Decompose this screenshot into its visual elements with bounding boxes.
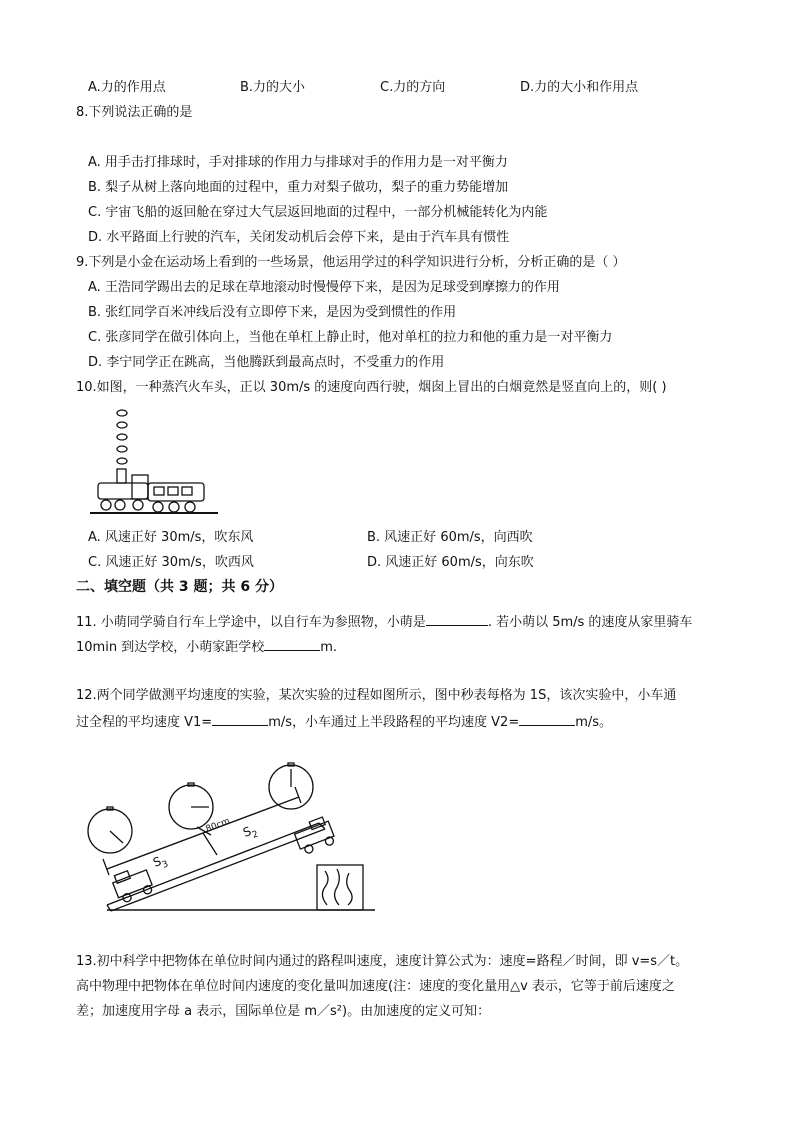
section-title: 二、填空题（共 3 题；共 6 分） <box>76 579 283 595</box>
q11-blank-1 <box>426 612 488 626</box>
q8-option-c: C. 宇宙飞船的返回舱在穿过大气层返回地面的过程中，一部分机械能转化为内能 <box>88 205 548 220</box>
q11-text-2b: m. <box>320 640 337 655</box>
q11-blank-2 <box>264 637 320 651</box>
svg-text:S3 <box>151 852 170 874</box>
q12-blank-v2 <box>519 712 575 726</box>
q9-option-a: A. 王浩同学踢出去的足球在草地滚动时慢慢停下来，是因为足球受到摩擦力的作用 <box>88 280 560 295</box>
q12-blank-v1 <box>212 712 268 726</box>
q12-line-1: 12.两个同学做测平均速度的实验，某次实验的过程如图所示，图中秒表每格为 1S，该次实验中，小车通 <box>76 688 677 703</box>
q12-text-2a: 过全程的平均速度 V1= <box>76 715 213 730</box>
q10-stem: 10.如图，一种蒸汽火车头，正以 30m/s 的速度向西行驶，烟囱上冒出的白烟竟然是竖直向上的，则( ) <box>76 380 667 395</box>
q11-line-2 <box>76 637 337 657</box>
q11-text-1a: 11. 小萌同学骑自行车上学途中，以自行车为参照物，小萌是 <box>76 615 426 630</box>
q7-option-b: B.力的大小 <box>240 80 306 95</box>
svg-text:S2 <box>241 822 260 844</box>
q10-option-d: D. 风速正好 60m/s，向东吹 <box>367 555 534 570</box>
s2-label: S <box>241 823 254 840</box>
q8-option-b: B. 梨子从树上落向地面的过程中，重力对梨子做功，梨子的重力势能增加 <box>88 180 509 195</box>
q12-line-2 <box>76 712 612 732</box>
s3-label: S <box>151 853 164 870</box>
q11-line-1 <box>76 612 692 632</box>
q11-text-2a: 10min 到达学校，小萌家距学校 <box>76 640 265 655</box>
q9-option-d: D. 李宁同学正在跳高，当他腾跃到最高点时，不受重力的作用 <box>88 355 445 370</box>
q13-line-2: 高中物理中把物体在单位时间内速度的变化量叫加速度(注：速度的变化量用△v 表示，它等于前后速度之 <box>76 979 675 994</box>
q7-option-c: C.力的方向 <box>380 80 446 95</box>
q9-option-c: C. 张彦同学在做引体向上，当他在单杠上静止时，他对单杠的拉力和他的重力是一对平衡力 <box>88 330 613 345</box>
q7-option-a: A.力的作用点 <box>88 80 166 95</box>
q11-text-1b: . 若小萌以 5m/s 的速度从家里骑车 <box>487 615 693 630</box>
s3-subscript: 3 <box>161 859 170 871</box>
q13-line-3: 差；加速度用字母 a 表示，国际单位是 m／s²)。由加速度的定义可知： <box>76 1004 491 1019</box>
q12-text-2b: m/s，小车通过上半段路程的平均速度 V2= <box>268 715 520 730</box>
q12-text-2c: m/s。 <box>575 715 613 730</box>
q10-option-a: A. 风速正好 30m/s，吹东风 <box>88 530 254 545</box>
s2-subscript: 2 <box>251 829 260 841</box>
q9-stem: 9.下列是小金在运动场上看到的一些场景，他运用学过的科学知识进行分析，分析正确的是（ ） <box>76 255 626 270</box>
q8-option-d: D. 水平路面上行驶的汽车，关闭发动机后会停下来，是由于汽车具有惯性 <box>88 230 510 245</box>
q10-option-b: B. 风速正好 60m/s，向西吹 <box>367 530 533 545</box>
q8-stem: 8.下列说法正确的是 <box>76 105 193 120</box>
q8-option-a: A. 用手击打排球时，手对排球的作用力与排球对手的作用力是一对平衡力 <box>88 155 508 170</box>
q10-option-c: C. 风速正好 30m/s，吹西风 <box>88 555 254 570</box>
q13-line-1: 13.初中科学中把物体在单位时间内通过的路程叫速度，速度计算公式为：速度=路程／时间，即 v=s／t。 <box>76 954 689 969</box>
length-label: 80cm <box>204 816 232 835</box>
q7-option-d: D.力的大小和作用点 <box>520 80 639 95</box>
steam-train-figure <box>90 405 220 520</box>
inclined-plane-figure <box>85 755 385 915</box>
q9-option-b: B. 张红同学百米冲线后没有立即停下来，是因为受到惯性的作用 <box>88 305 457 320</box>
